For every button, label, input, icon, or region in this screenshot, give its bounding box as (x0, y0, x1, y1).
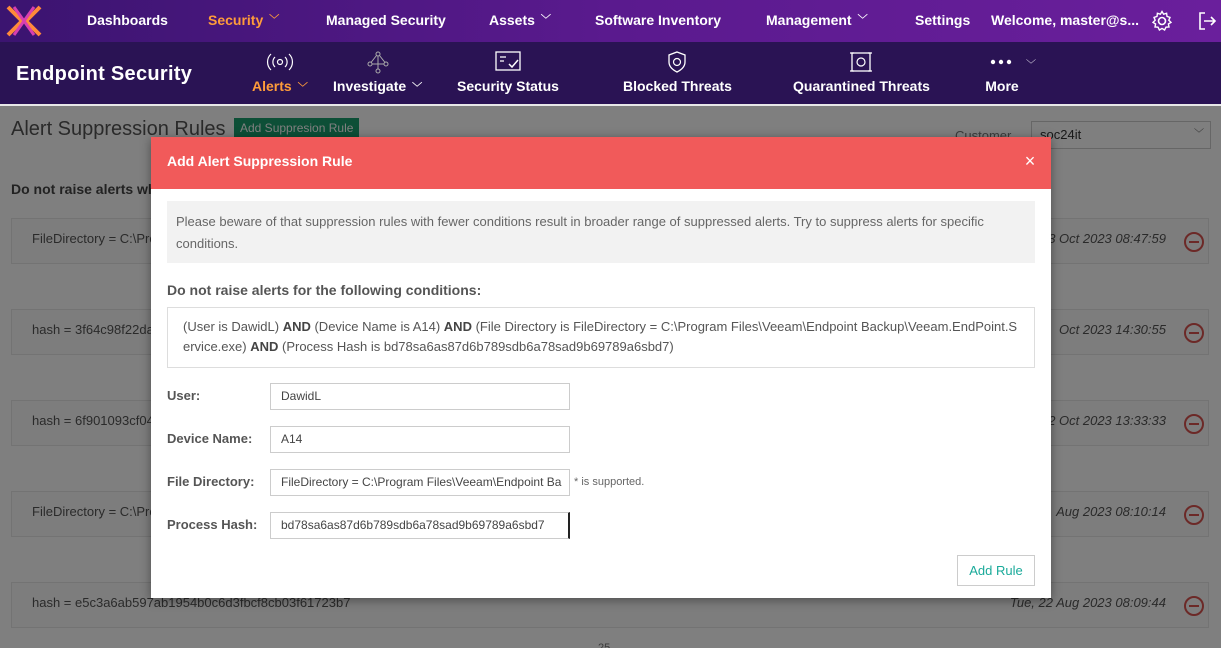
user-field-label: User: (167, 388, 201, 403)
device-name-input[interactable]: A14 (270, 426, 570, 453)
tab-more[interactable] (984, 50, 1020, 94)
wildcard-hint: * is supported. (574, 476, 645, 488)
shield-icon (659, 50, 695, 74)
process-hash-field-label: Process Hash: (167, 517, 258, 532)
device-name-field-label: Device Name: (167, 431, 253, 446)
dialog-header (151, 137, 1051, 189)
tab-security-status[interactable] (457, 50, 559, 94)
chevron-down-icon: ﹀ (297, 83, 308, 94)
nav-settings[interactable]: Settings (915, 12, 971, 28)
condition-user: (User is DawidL) (183, 319, 283, 334)
add-suppression-rule-dialog (151, 137, 1051, 598)
close-icon[interactable]: × (1024, 151, 1036, 171)
condition-hash: (Process Hash is bd78sa6as87d6b789sdb6a78sad9b69789a6sbd7) (278, 339, 674, 354)
tab-alerts-label: Alerts (252, 78, 292, 94)
gear-icon[interactable] (1150, 9, 1174, 33)
conditions-summary (167, 307, 1035, 368)
nav-management[interactable] (766, 12, 868, 28)
tab-quarantined-threats-label: Quarantined Threats (793, 78, 930, 94)
broadcast-icon (262, 50, 298, 74)
and-operator: AND (282, 319, 311, 334)
quarantine-icon (843, 50, 879, 74)
tab-security-status-label: Security Status (457, 78, 559, 94)
chevron-down-icon[interactable]: ﹀ (1026, 60, 1036, 71)
file-directory-field-label: File Directory: (167, 474, 255, 489)
nav-management-label: Management (766, 12, 852, 28)
chevron-down-icon: ﹀ (857, 15, 868, 26)
nav-security[interactable] (208, 12, 279, 28)
nav-managed-security[interactable]: Managed Security (326, 12, 446, 28)
condition-device: (Device Name is A14) (310, 319, 444, 334)
tab-more-label: More (985, 78, 1019, 94)
chevron-down-icon: ﹀ (269, 15, 280, 26)
chevron-down-icon: ﹀ (540, 15, 551, 26)
file-directory-input[interactable]: FileDirectory = C:\Program Files\Veeam\Endpoint Ba (270, 469, 570, 496)
nav-software-inventory[interactable]: Software Inventory (595, 12, 722, 28)
tab-blocked-threats-label: Blocked Threats (623, 78, 732, 94)
status-icon (490, 50, 526, 74)
user-input[interactable]: DawidL (270, 383, 570, 410)
more-dots-icon (984, 50, 1020, 74)
nav-security-label: Security (208, 12, 264, 28)
nav-assets-label: Assets (489, 12, 535, 28)
logout-icon[interactable] (1195, 9, 1219, 33)
and-operator: AND (250, 339, 279, 354)
tab-investigate[interactable] (333, 50, 422, 94)
warning-message: Please beware of that suppression rules with fewer conditions result in broader range of suppressed alerts. Try to suppress alerts for specific conditions. (167, 201, 1035, 263)
nav-assets[interactable] (489, 12, 551, 28)
add-rule-button[interactable]: Add Rule (957, 555, 1035, 586)
and-operator: AND (443, 319, 472, 334)
tab-blocked-threats[interactable] (623, 50, 732, 94)
app-logo[interactable] (0, 0, 48, 42)
chevron-down-icon: ﹀ (412, 83, 423, 94)
tab-quarantined-threats[interactable] (793, 50, 930, 94)
network-icon (360, 50, 396, 74)
section-brand-title: Endpoint Security (16, 63, 193, 85)
conditions-heading: Do not raise alerts for the following conditions: (167, 282, 482, 298)
dialog-title: Add Alert Suppression Rule (167, 153, 353, 169)
welcome-user[interactable]: Welcome, master@s... (991, 12, 1140, 28)
nav-dashboards[interactable]: Dashboards (87, 12, 168, 28)
tab-alerts[interactable] (252, 50, 308, 94)
logo-icon (4, 3, 44, 39)
top-navigation-bar (0, 0, 1221, 42)
process-hash-input[interactable]: bd78sa6as87d6b789sdb6a78sad9b69789a6sbd7 (270, 512, 570, 539)
tab-investigate-label: Investigate (333, 78, 407, 94)
condition-directory: (File Directory is FileDirectory = C:\Program Files\Veeam\Endpoint Backup\Veeam.EndPoint.Service.exe) (183, 319, 1018, 354)
sub-navigation-bar (0, 42, 1221, 106)
